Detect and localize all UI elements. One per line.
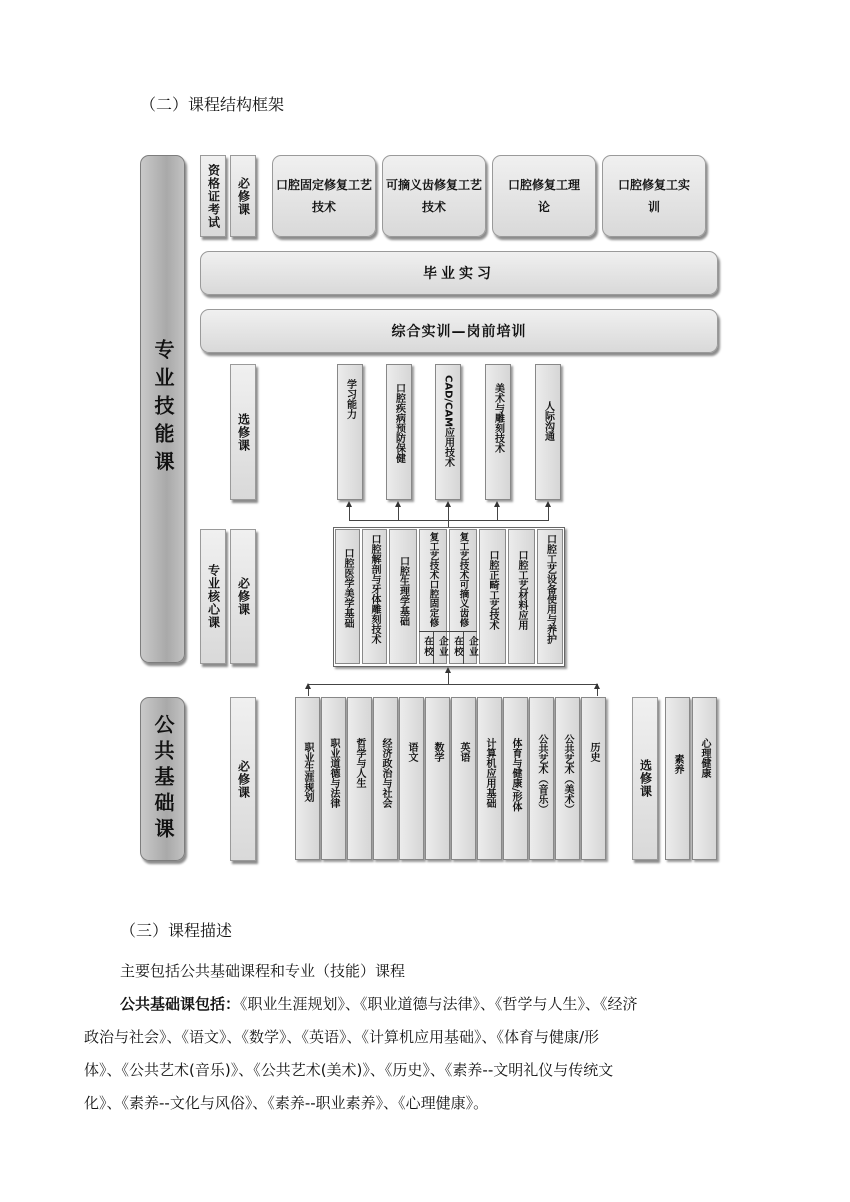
connector-v2	[398, 506, 399, 520]
public-course-1	[295, 697, 320, 860]
arrow-up-icon	[594, 683, 600, 689]
cert-exam-label	[200, 155, 226, 237]
core-course-6	[479, 529, 506, 664]
elective-course-5-text: 人际沟通	[542, 401, 554, 441]
elective-course-3-text: CAD/CAM应用技术	[442, 375, 454, 468]
cert-course-4-text: 口腔修复工实训	[617, 178, 690, 214]
public-course-5	[399, 697, 424, 860]
cert-course-4	[602, 155, 706, 237]
prof-skill-text: 专业技能课	[151, 339, 175, 479]
public-course-12	[581, 697, 606, 860]
public-elective-label	[632, 697, 658, 860]
elective-course-2-text: 口腔疾病预防保健	[393, 383, 405, 463]
public-course-8-text: 计算机应用基础	[484, 738, 495, 808]
core-course-5-text: 复工艺技术可摘义齿修	[457, 532, 469, 627]
public-elective-text: 选修课	[638, 759, 653, 798]
public-course-11	[555, 697, 580, 860]
paragraph-intro: 主要包括公共基础课程和专业（技能）课程	[120, 962, 406, 980]
public-elective-course-1	[665, 697, 690, 860]
elective-course-2	[386, 364, 412, 500]
arrow-up-icon	[305, 683, 311, 689]
core-course-8	[537, 529, 563, 664]
required-label-top	[230, 155, 256, 237]
core-course-1	[335, 529, 360, 664]
cert-course-1	[272, 155, 376, 237]
public-course-1-text: 职业生涯规划	[302, 742, 313, 802]
core-course-2-text: 口腔解剖与牙体雕刻技术	[369, 534, 380, 644]
arrow-up-icon	[395, 501, 401, 507]
core-label	[200, 529, 226, 664]
public-courses-line1: 《职业生涯规划》、《职业道德与法律》、《哲学与人生》、《经济	[240, 995, 638, 1013]
public-course-7	[451, 697, 476, 860]
sub-divider	[419, 631, 477, 632]
required-text-top: 必修课	[236, 176, 251, 216]
public-required-text: 必修课	[236, 759, 251, 799]
connector-elective	[349, 520, 549, 521]
core-course-3-text: 口腔生理学基础	[397, 556, 409, 626]
prof-skill-label	[140, 155, 185, 663]
public-courses-line4: 化》、《素养--文化与风俗》、《素养--职业素养》、《心理健康》。	[84, 1094, 489, 1112]
elective-course-4	[485, 364, 511, 500]
section-title-description: （三）课程描述	[120, 921, 233, 940]
company-label-1: 企业	[437, 636, 448, 657]
public-course-3	[347, 697, 372, 860]
public-courses-label: 公共基础课包括：	[120, 995, 241, 1013]
connector-v1	[349, 506, 350, 520]
core-course-2	[362, 529, 387, 664]
core-course-4-text: 复工艺技术口腔固定修	[427, 532, 439, 627]
public-course-10	[529, 697, 554, 860]
arrow-up-icon	[494, 501, 500, 507]
public-course-7-text: 英语	[458, 742, 469, 762]
paragraph-public-courses	[120, 988, 760, 1020]
public-course-6	[425, 697, 450, 860]
school-label-1: 在校	[422, 636, 433, 657]
connector-public	[308, 684, 598, 685]
core-course-7-text: 口腔工艺材料应用	[516, 550, 527, 630]
comprehensive-training: 综合实训—岗前培训	[200, 309, 718, 353]
public-course-3-text: 哲学与人生	[354, 738, 365, 788]
core-course-3	[389, 529, 417, 664]
connector-v5	[548, 506, 549, 520]
core-text: 专业核心课	[206, 564, 221, 629]
arrow-up-icon	[545, 501, 551, 507]
public-basic-text: 公共基础课	[151, 714, 175, 844]
school-label-2: 在校	[452, 636, 463, 657]
core-course-6-text: 口腔正畸工艺技术	[487, 550, 498, 630]
cert-course-1-text: 口腔固定修复工艺技术	[275, 178, 372, 214]
cert-course-2	[382, 155, 486, 237]
public-course-11-text: 公共艺术（美术）	[562, 734, 573, 814]
cert-course-3	[492, 155, 596, 237]
public-course-5-text: 语文	[406, 742, 417, 762]
core-course-8-text: 口腔工艺设备使用与养护	[544, 534, 556, 644]
public-course-4	[373, 697, 398, 860]
section-title-structure: （二）课程结构框架	[140, 95, 285, 114]
arrow-up-icon	[346, 501, 352, 507]
connector-v3	[448, 506, 449, 528]
required-text-core: 必修课	[236, 577, 251, 616]
elective-course-4-text: 美术与雕刻技术	[492, 383, 504, 453]
public-course-2-text: 职业道德与法律	[328, 738, 339, 808]
core-course-1-text: 口腔医学美学基础	[342, 548, 353, 628]
arrow-up-icon	[445, 667, 451, 673]
public-course-2	[321, 697, 346, 860]
connector-v4	[497, 506, 498, 520]
elective-course-1-text: 学习能力	[344, 379, 356, 419]
public-course-6-text: 数学	[432, 742, 443, 762]
core-course-7	[508, 529, 535, 664]
cert-exam-text: 资格证考试	[206, 163, 221, 229]
arrow-up-icon	[445, 501, 451, 507]
graduation-internship: 毕业实习	[200, 251, 718, 295]
public-elective-course-2-text: 心理健康	[699, 738, 710, 778]
public-elective-course-1-text: 素养	[672, 754, 683, 774]
company-label-2: 企业	[467, 636, 478, 657]
public-course-12-text: 历史	[588, 742, 599, 762]
cert-course-2-text: 可摘义齿修复工艺技术	[385, 178, 482, 214]
public-courses-line3: 体》、《公共艺术(音乐)》、《公共艺术(美术)》、《历史》、《素养--文明礼仪与传统文	[84, 1061, 614, 1079]
public-course-10-text: 公共艺术（音乐）	[536, 734, 547, 814]
public-course-9	[503, 697, 528, 860]
elective-course-1	[337, 364, 363, 500]
required-label-core	[230, 529, 256, 664]
elective-text: 选修课	[236, 412, 251, 452]
elective-course-3	[435, 364, 461, 500]
public-required-label	[230, 697, 256, 861]
elective-course-5	[535, 364, 561, 500]
public-course-4-text: 经济政治与社会	[380, 738, 391, 808]
public-course-9-text: 体育与健康/形体	[510, 738, 521, 812]
public-basic-label	[140, 697, 185, 861]
elective-label	[230, 364, 256, 500]
public-courses-line2: 政治与社会》、《语文》、《数学》、《英语》、《计算机应用基础》、《体育与健康/形	[84, 1028, 600, 1046]
public-course-8	[477, 697, 502, 860]
public-elective-course-2	[692, 697, 717, 860]
cert-course-3-text: 口腔修复工理论	[507, 178, 580, 214]
